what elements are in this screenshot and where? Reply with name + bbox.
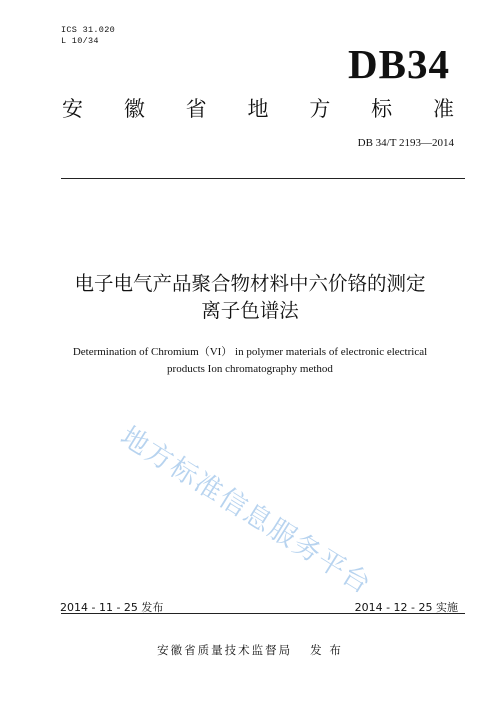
- title-char: 标: [371, 97, 393, 121]
- watermark: 地方标准信息服务平台: [114, 420, 378, 601]
- title-char: 准: [432, 97, 454, 121]
- title-char: 地: [247, 97, 269, 121]
- implement-date: 2014 - 12 - 25 实施: [354, 601, 458, 614]
- ccs-code: L 10/34: [61, 36, 99, 46]
- chinese-title: [0, 270, 500, 324]
- publish-date: 2014 - 11 - 25 发布: [60, 601, 164, 614]
- chinese-title-line-2: 离子色谱法: [201, 299, 299, 322]
- issuer-line: [0, 642, 500, 658]
- issuer-name: 安徽省质量技术监督局: [157, 643, 293, 657]
- issue-label: 发 布: [310, 643, 343, 657]
- title-char: 省: [185, 97, 207, 121]
- english-title: [0, 344, 500, 378]
- title-char: 安: [62, 97, 83, 121]
- title-char: 方: [309, 97, 331, 121]
- classification-codes: [61, 25, 115, 47]
- english-title-line-1: Determination of Chromium（VI） in polymer materials of electronic electrical: [72, 346, 428, 358]
- standard-code: DB 34/T 2193—2014: [357, 137, 454, 149]
- english-title-line-2: products Ion chromatography method: [167, 363, 333, 375]
- ics-code: ICS 31.020: [61, 25, 116, 35]
- footer-divider: [61, 613, 465, 614]
- db34-logo: DB34: [348, 41, 450, 87]
- title-char: 徽: [123, 97, 145, 121]
- standard-type-title: [62, 97, 454, 121]
- header-divider: [61, 178, 465, 179]
- chinese-title-line-1: 电子电气产品聚合物材料中六价铬的测定: [74, 272, 426, 295]
